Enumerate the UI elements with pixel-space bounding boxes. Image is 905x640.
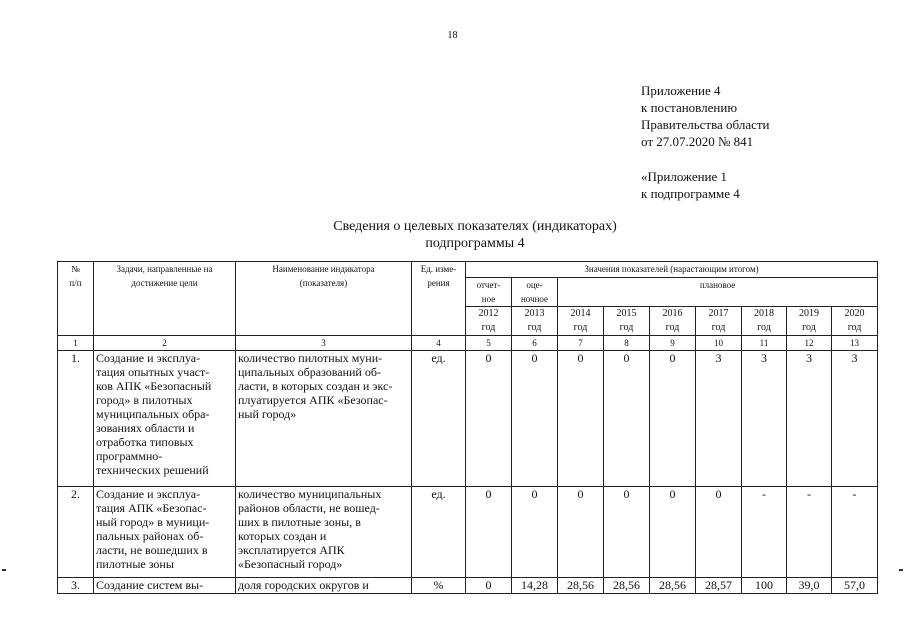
row-unit: ед. [412,351,466,487]
annex-line: к постановлению [641,100,738,115]
year-2018: 2018 год [742,307,787,336]
row-task: Создание систем вы- [94,578,236,594]
value-cell: - [787,487,832,578]
header-estimate: оце- ночное [512,278,558,307]
value-cell: - [742,487,787,578]
value-cell: 3 [742,351,787,487]
row-indicator: доля городских округов и [236,578,412,594]
value-cell: 0 [650,351,696,487]
column-number: 6 [512,336,558,351]
header-planned: плановое [558,278,878,307]
header-num: № п/п [58,262,94,336]
value-cell: 28,56 [604,578,650,594]
annex-line: «Приложение 1 [641,169,728,184]
header-tasks: Задачи, направленные на достижение цели [94,262,236,336]
value-cell: 57,0 [832,578,878,594]
year-2012: 2012 год [466,307,512,336]
column-number: 9 [650,336,696,351]
scan-mark-right [899,569,903,571]
row-number: 1. [58,351,94,487]
year-2013: 2013 год [512,307,558,336]
column-number: 10 [696,336,742,351]
annex-line: от 27.07.2020 № 841 [641,134,754,149]
value-cell: 3 [832,351,878,487]
value-cell: 0 [466,487,512,578]
row-unit: % [412,578,466,594]
value-cell: 14,28 [512,578,558,594]
value-cell: 0 [696,487,742,578]
header-values: Значения показателей (нарастающим итогом) [466,262,878,278]
row-task: Создание и эксплуа- тация АПК «Безопас- ный город» в муници- пальных районах об- ласти, не вошедших в пилотные зоны [94,487,236,578]
year-2015: 2015 год [604,307,650,336]
column-number: 3 [236,336,412,351]
row-unit: ед. [412,487,466,578]
value-cell: 0 [466,351,512,487]
title-line: Сведения о целевых показателях (индикаторах) [333,219,617,234]
row-indicator: количество пилотных муни- ципальных образований об- ласти, в которых создан и экс- плуатируется АПК «Безопас- ный город» [236,351,412,487]
value-cell: 28,56 [558,578,604,594]
annex-line: Правительства области [641,117,770,132]
value-cell: 0 [650,487,696,578]
indicators-table [57,261,878,594]
value-cell: 0 [604,351,650,487]
column-number: 12 [787,336,832,351]
value-cell: 0 [466,578,512,594]
annex-block [641,82,770,202]
column-number: 13 [832,336,878,351]
column-number: 2 [94,336,236,351]
year-2014: 2014 год [558,307,604,336]
row-indicator: количество муниципальных районов области, не вошед- ших в пилотные зоны, в которых создан и эксплатируется АПК «Безопасный город» [236,487,412,578]
column-number: 8 [604,336,650,351]
table-row [58,578,878,594]
value-cell: 0 [558,351,604,487]
scan-mark-left [2,569,6,571]
value-cell: 28,57 [696,578,742,594]
year-2020: 2020 год [832,307,878,336]
value-cell: 0 [512,351,558,487]
row-task: Создание и эксплуа- тация опытных участ- ков АПК «Безопасный город» в пилотных муниципальных обра- зованиях области и отработка типовых программно- технических решений [94,351,236,487]
value-cell: - [832,487,878,578]
header-unit: Ед. изме- рения [412,262,466,336]
value-cell: 39,0 [787,578,832,594]
column-number: 4 [412,336,466,351]
annex-line: Приложение 4 [641,83,721,98]
year-2016: 2016 год [650,307,696,336]
year-2019: 2019 год [787,307,832,336]
value-cell: 3 [696,351,742,487]
column-number: 1 [58,336,94,351]
year-2017: 2017 год [696,307,742,336]
column-number: 5 [466,336,512,351]
value-cell: 100 [742,578,787,594]
value-cell: 3 [787,351,832,487]
header-report: отчет- ное [466,278,512,307]
value-cell: 0 [512,487,558,578]
value-cell: 0 [558,487,604,578]
row-number: 3. [58,578,94,594]
table-row [58,487,878,578]
table-row [58,351,878,487]
header-indicator: Наименование индикатора (показателя) [236,262,412,336]
document-title [0,218,905,252]
annex-line: к подпрограмме 4 [641,186,740,201]
value-cell: 0 [604,487,650,578]
title-line: подпрограммы 4 [425,236,525,251]
column-number: 7 [558,336,604,351]
value-cell: 28,56 [650,578,696,594]
page-number: 18 [447,30,458,41]
column-number: 11 [742,336,787,351]
row-number: 2. [58,487,94,578]
